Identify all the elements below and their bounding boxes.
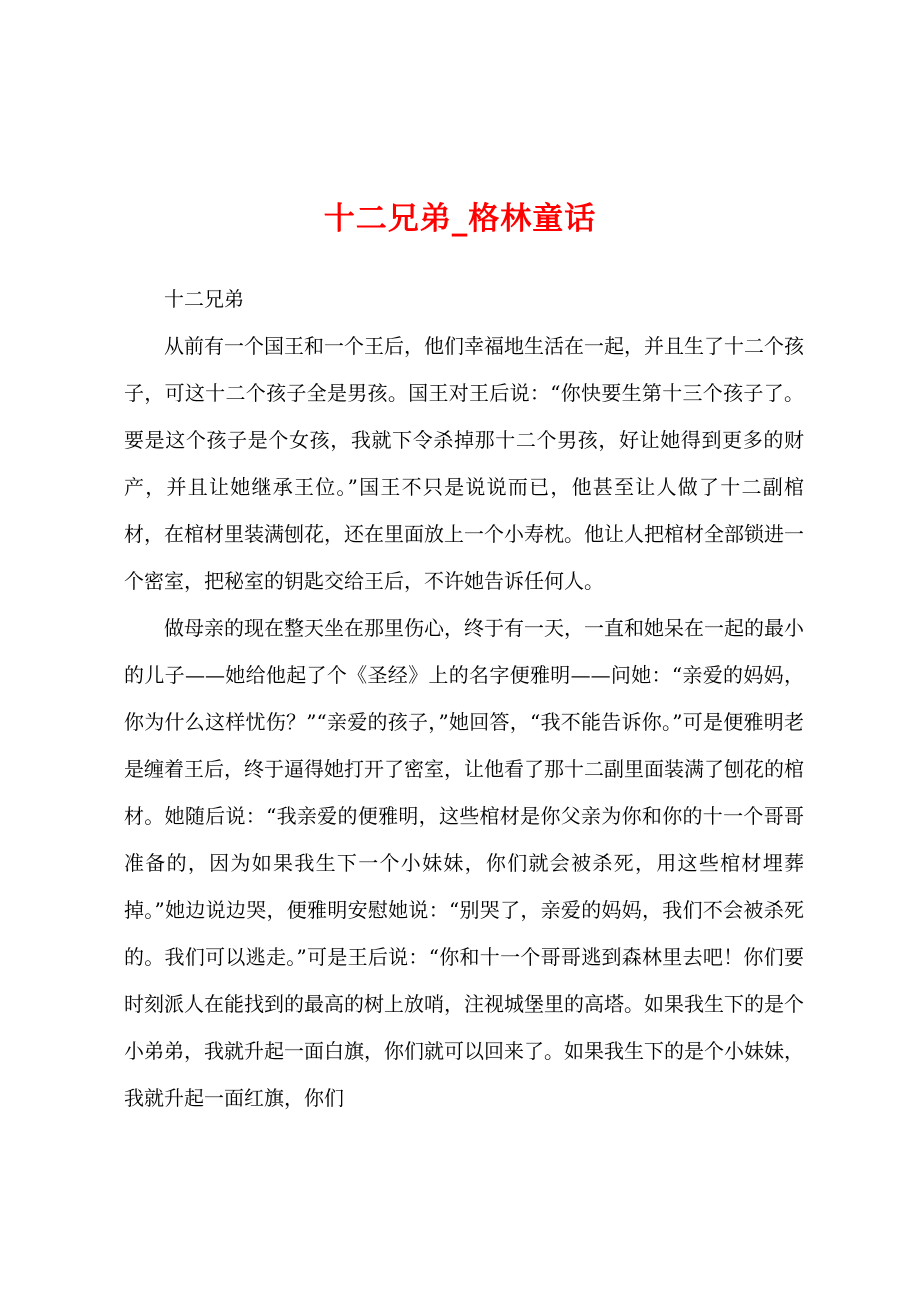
story-paragraph: 做母亲的现在整天坐在那里伤心，终于有一天，一直和她呆在一起的最小的儿子——她给他起了个《圣经》上的名字便雅明——问她：“亲爱的妈妈，你为什么这样忧伤？”“亲爱的孩子，”她回答，“我不能告诉你。”可是便雅明老是缠着王后，终于逼得她打开了密室，让他看了那十二副里面装满了刨花的棺材。她随后说：“我亲爱的便雅明，这些棺材是你父亲为你和你的十一个哥哥准备的，因为如果我生下一个小妹妹，你们就会被杀死，用这些棺材埋葬掉。”她边说边哭，便雅明安慰她说：“别哭了，亲爱的妈妈，我们不会被杀死的。我们可以逃走。”可是王后说：“你和十一个哥哥逃到森林里去吧！你们要时刻派人在能找到的最高的树上放哨，注视城堡里的高塔。如果我生下的是个小弟弟，我就升起一面白旗，你们就可以回来了。如果我生下的是个小妹妹，我就升起一面红旗，你们 [124,616,804,1110]
story-heading-paragraph: 十二兄弟 [164,287,244,311]
document-body [124,276,804,1122]
document-title: 十二兄弟_格林童话 [323,201,597,237]
story-paragraph: 从前有一个国王和一个王后，他们幸福地生活在一起，并且生了十二个孩子，可这十二个孩子全是男孩。国王对王后说：“你快要生第十三个孩子了。要是这个孩子是个女孩，我就下令杀掉那十二个男孩，好让她得到更多的财产，并且让她继承王位。”国王不只是说说而已，他甚至让人做了十二副棺材，在棺材里装满刨花，还在里面放上一个小寿枕。他让人把棺材全部锁进一个密室，把秘室的钥匙交给王后，不许她告诉任何人。 [124,334,804,593]
